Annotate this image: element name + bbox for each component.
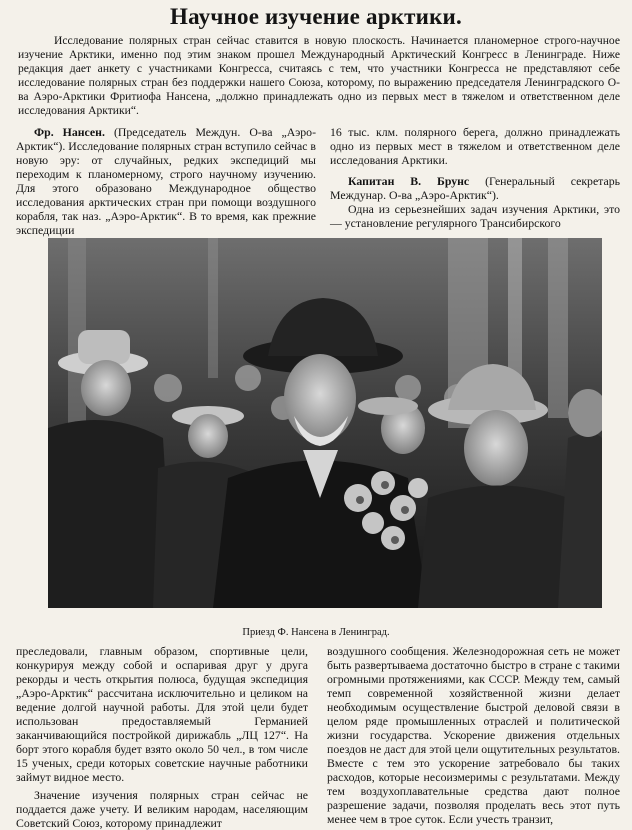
article-title: Научное изучение арктики. — [170, 4, 462, 29]
bruns-name: Капитан В. Брунс — [348, 174, 470, 188]
nansen-text: (Председатель Междун. О-ва „Аэро-Арктик“). Исследование полярных стран вступило сейчас в новую эру: от случайных, редких экспедиций мы переходим к планомерному, строго научному изучению. Для этого образовано Международное общество исследования арктических стран при помощи воздушного корабля, так наз. „Аэро-Арктик“. В то время, как прежние экспедиции — [16, 125, 317, 237]
photo-caption: Приезд Ф. Нансена в Ленинград. — [242, 627, 390, 638]
bottom-left-column — [16, 644, 308, 830]
nansen-column — [16, 125, 316, 237]
bottom-right-p1: воздушного сообщения. Железнодорожная сеть не может быть развертываема достаточно быстро в стране с такими огромными протяжениями, как СССР. Между тем, самый темп современной хозяйственной жизни делает необходимым осуществление быстрой деловой связи в целом ряде промышленных отраслей и политической жизни государства. Ускорение движения отдельных поездов не даст для этой цели ощутительных результатов. Вместе с тем это ускорение затребовало бы таких расходов, которые несоизмеримы с результатами. Между тем воздухоплавательные средства дают полное разрешение задачи, позволяя проделать весь этот путь менее чем в трое суток. Если учесть транзит, — [327, 644, 620, 826]
nansen-name: Фр. Нансен. — [34, 125, 105, 139]
right-top-column — [330, 125, 620, 230]
nansen-continuation: 16 тыс. клм. полярного берега, должно принадлежать одно из первых мест в тяжелом и ответственном деле исследования Арктики. — [330, 125, 620, 167]
bottom-left-p2: Значение изучения полярных стран сейчас не поддается даже учету. И великим народам, населяющим Советский Союз, которому принадлежит — [16, 788, 308, 830]
bottom-right-column — [327, 644, 620, 826]
nansen-arrival-photo — [48, 238, 602, 608]
bottom-left-p1: преследовали, главным образом, спортивные цели, конкурируя между собой и оспаривая друг у друга рекорды и честь открытия полюса, будущая экспедиция „Аэро-Арктик“ рассчитана исключительно и целиком на ведение долгой научной работы. Для этой цели будет использован предоставляемый Германией заканчивающийся постройкой дирижабль „ЛЦ 127“. На борт этого корабля будет взято около 50 чел., в том числе 15 ученых, среди которых советские научные работники займут видное место. — [16, 644, 308, 784]
bruns-role: (Генеральный секретарь Междунар. О-ва „Аэро-Арктик“). — [330, 174, 620, 202]
bruns-text: Одна из серьезнейших задач изучения Арктики, это — установление регулярного Трансибирского — [330, 202, 620, 230]
editorial-intro: Исследование полярных стран сейчас ставится в новую плоскость. Начинается планомерное строго-научное изучение Арктики, именно под этим знаком прошел Международный Арктический Конгресс в Ленинграде. Ниже редакция дает анкету с участниками Конгресса, считаясь с тем, что участники Конгресса не представляют себе исследование полярных стран без поддержки нашего Союза, которому, по выражению председателя Ленинградского О-ва Аэро-Арктики Фритиофа Нансена, „должно принадлежать одно из первых мест в тяжелом и ответственном деле исследования Арктики“. — [18, 34, 620, 117]
